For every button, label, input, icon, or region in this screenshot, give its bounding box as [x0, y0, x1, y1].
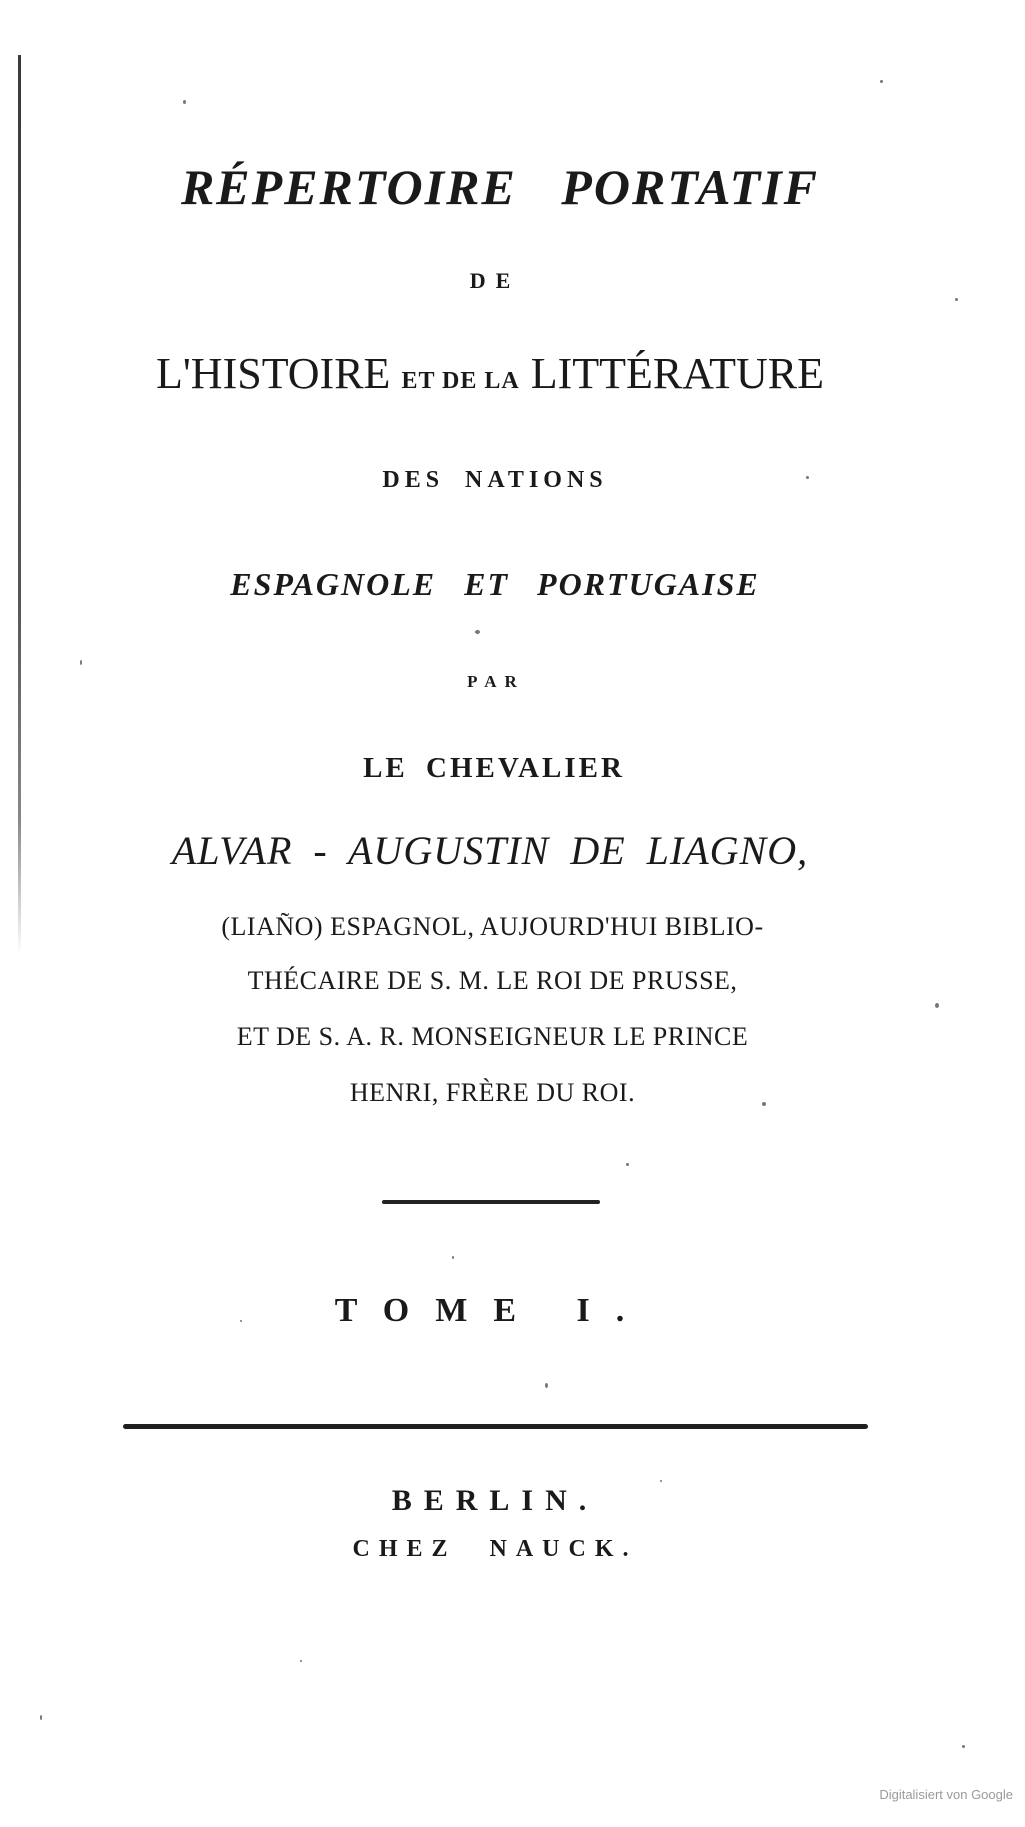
subtitle-part-histoire: L'HISTOIRE	[156, 349, 391, 398]
long-divider-rule	[123, 1424, 868, 1429]
subtitle-espagnole: ESPAGNOLE ET PORTUGAISE	[230, 566, 760, 602]
book-title: RÉPERTOIRE PORTATIF	[180, 159, 820, 215]
byline-par: PAR	[467, 672, 525, 691]
author-description-line: HENRI, FRÈRE DU ROI.	[349, 1078, 636, 1107]
imprint-publisher: CHEZ NAUCK.	[352, 1536, 638, 1562]
subtitle-nations: DES NATIONS	[382, 467, 608, 493]
author-rank: LE CHEVALIER	[363, 752, 625, 784]
volume-number: TOME I.	[334, 1292, 651, 1329]
imprint-city: BERLIN.	[391, 1484, 599, 1517]
subtitle-part-connector: ET DE LA	[401, 368, 520, 394]
subtitle-histoire	[0, 348, 980, 399]
author-description-line: (LIAÑO) ESPAGNOL, AUJOURD'HUI BIBLIO-	[221, 912, 764, 941]
subtitle-part-litterature: LITTÉRATURE	[530, 349, 824, 398]
author-name: ALVAR - AUGUSTIN DE LIAGNO,	[171, 828, 809, 873]
author-description-line: ET DE S. A. R. MONSEIGNEUR LE PRINCE	[236, 1022, 749, 1051]
binding-edge	[18, 55, 21, 955]
short-divider-rule	[382, 1200, 600, 1204]
author-description-line: THÉCAIRE DE S. M. LE ROI DE PRUSSE,	[247, 966, 738, 995]
digitization-watermark: Digitalisiert von Google	[879, 1787, 1013, 1802]
title-connector-de: DE	[469, 268, 521, 293]
